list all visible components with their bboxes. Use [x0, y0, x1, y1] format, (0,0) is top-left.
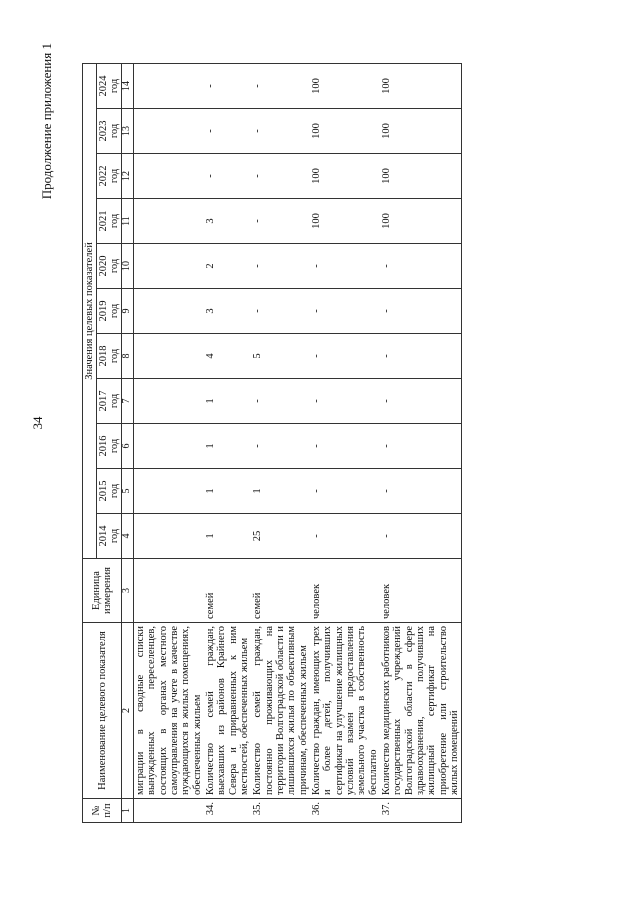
- header-year-unit: год: [109, 213, 121, 229]
- indicator-value: -: [380, 469, 462, 514]
- table-row: [310, 63, 380, 822]
- indicator-value: 5: [251, 334, 310, 379]
- indicator-value: [134, 289, 204, 334]
- header-year-7: [97, 199, 122, 244]
- indicator-value: 100: [380, 109, 462, 154]
- indicator-value: 100: [310, 154, 380, 199]
- indicator-value: -: [251, 109, 310, 154]
- row-number: [134, 799, 204, 823]
- indicator-value: [134, 244, 204, 289]
- header-year-value: 2019: [98, 300, 110, 322]
- table-body: [122, 63, 462, 822]
- indicator-value: -: [380, 334, 462, 379]
- header-year-unit: год: [109, 123, 121, 139]
- column-number: 3: [122, 559, 134, 623]
- header-year-value: 2018: [98, 345, 110, 367]
- indicator-value: -: [380, 424, 462, 469]
- header-year-value: 2020: [98, 255, 110, 277]
- indicator-value: [134, 109, 204, 154]
- indicator-value: 3: [204, 289, 251, 334]
- indicator-value: 1: [251, 469, 310, 514]
- indicator-value: 4: [204, 334, 251, 379]
- indicator-value: 100: [310, 109, 380, 154]
- header-year-unit: год: [109, 348, 121, 364]
- indicator-value: [134, 334, 204, 379]
- indicator-unit: человек: [380, 559, 462, 623]
- indicator-value: -: [310, 334, 380, 379]
- header-year-unit: год: [109, 393, 121, 409]
- indicator-value: -: [380, 244, 462, 289]
- header-year-6: [97, 244, 122, 289]
- column-number: 14: [122, 63, 134, 108]
- page-number: 34: [30, 416, 45, 430]
- indicator-value: -: [310, 379, 380, 424]
- continuation-note: Продолжение приложения 1: [39, 43, 54, 200]
- header-year-unit: год: [109, 483, 121, 499]
- indicator-value: [134, 154, 204, 199]
- column-number: 9: [122, 289, 134, 334]
- header-year-4: [97, 334, 122, 379]
- header-year-unit: год: [109, 168, 121, 184]
- header-year-unit: год: [109, 258, 121, 274]
- indicator-value: 1: [204, 424, 251, 469]
- indicator-value: -: [251, 379, 310, 424]
- header-name: Наименование целевого показателя: [83, 623, 122, 799]
- indicator-value: 2: [204, 244, 251, 289]
- header-year-value: 2022: [98, 165, 110, 187]
- row-number: 37.: [380, 799, 462, 823]
- indicator-value: -: [251, 154, 310, 199]
- header-year-value: 2016: [98, 435, 110, 457]
- row-number: 34.: [204, 799, 251, 823]
- indicator-value: 100: [380, 63, 462, 108]
- column-number: 11: [122, 199, 134, 244]
- indicator-unit: семей: [251, 559, 310, 623]
- indicator-value: 100: [310, 199, 380, 244]
- header-year-5: [97, 289, 122, 334]
- row-number: 35.: [251, 799, 310, 823]
- column-numbers-row: [122, 63, 134, 822]
- indicator-value: [134, 379, 204, 424]
- header-values-group: Значения целевых показателей: [83, 63, 97, 558]
- column-number: 10: [122, 244, 134, 289]
- rotated-page: [30, 23, 582, 823]
- indicator-value: -: [310, 514, 380, 559]
- indicator-name: Количество семей граждан, выехавших из районов Крайнего Севера и приравненных к ним местностей, обеспеченных жильем: [204, 623, 251, 799]
- header-year-value: 2023: [98, 120, 110, 142]
- indicator-value: 100: [310, 63, 380, 108]
- header-year-3: [97, 379, 122, 424]
- column-number: 13: [122, 109, 134, 154]
- indicator-name: миграции в сводные списки вынужденных переселенцев, состоящих в органах местного самоуправления на учете в качестве нуждающихся в жилых помещениях, обеспеченных жильем: [134, 623, 204, 799]
- table-row: [380, 63, 462, 822]
- indicator-value: -: [380, 289, 462, 334]
- indicator-value: [134, 424, 204, 469]
- header-year-8: [97, 154, 122, 199]
- indicator-value: 100: [380, 199, 462, 244]
- header-year-10: [97, 63, 122, 108]
- indicator-name: Количество медицинских работников государственных учреждений Волгоградской области в сфере здравоохранения, получивших жилищный сертификат на приобретение или строительство жилых помещений: [380, 623, 462, 799]
- row-number: 36.: [310, 799, 380, 823]
- header-year-unit: год: [109, 528, 121, 544]
- indicator-value: [134, 469, 204, 514]
- table-row: [251, 63, 310, 822]
- indicators-table: [82, 63, 462, 823]
- indicator-value: -: [204, 63, 251, 108]
- indicator-value: -: [310, 469, 380, 514]
- header-year-unit: год: [109, 78, 121, 94]
- indicator-value: [134, 63, 204, 108]
- header-year-unit: год: [109, 438, 121, 454]
- header-unit: Единица измерения: [83, 559, 122, 623]
- table-row: [134, 63, 204, 822]
- header-year-value: 2015: [98, 480, 110, 502]
- indicator-value: 100: [380, 154, 462, 199]
- indicator-value: -: [251, 63, 310, 108]
- indicator-value: -: [251, 199, 310, 244]
- indicator-value: -: [380, 379, 462, 424]
- indicator-unit: [134, 559, 204, 623]
- indicator-name: Количество семей граждан, постоянно проживающих на территории Волгоградской области и лишившихся жилья по объективным причинам, обеспеченных жильем: [251, 623, 310, 799]
- header-year-value: 2017: [98, 390, 110, 412]
- indicator-value: -: [251, 244, 310, 289]
- indicator-unit: человек: [310, 559, 380, 623]
- header-year-unit: год: [109, 303, 121, 319]
- column-number: 8: [122, 334, 134, 379]
- header-year-value: 2021: [98, 210, 110, 232]
- indicator-value: -: [380, 514, 462, 559]
- header-np: № п/п: [83, 799, 122, 823]
- header-year-9: [97, 109, 122, 154]
- indicator-value: -: [251, 424, 310, 469]
- indicator-unit: семей: [204, 559, 251, 623]
- indicator-value: 1: [204, 379, 251, 424]
- header-year-value: 2024: [98, 75, 110, 97]
- column-number: 2: [122, 623, 134, 799]
- indicator-value: 1: [204, 514, 251, 559]
- indicator-value: 1: [204, 469, 251, 514]
- indicator-value: -: [310, 289, 380, 334]
- indicator-value: [134, 514, 204, 559]
- indicator-name: Количество граждан, имеющих трех и более детей, получивших сертификат на улучшение жилищных условий взамен предоставления земельного участка в собственность бесплатно: [310, 623, 380, 799]
- header-year-1: [97, 469, 122, 514]
- column-number: 6: [122, 424, 134, 469]
- indicator-value: -: [310, 244, 380, 289]
- column-number: 12: [122, 154, 134, 199]
- indicator-value: 25: [251, 514, 310, 559]
- indicator-value: [134, 199, 204, 244]
- header-year-value: 2014: [98, 525, 110, 547]
- indicator-value: -: [204, 154, 251, 199]
- header-year-2: [97, 424, 122, 469]
- column-number: 4: [122, 514, 134, 559]
- indicator-value: -: [251, 289, 310, 334]
- indicator-value: -: [310, 424, 380, 469]
- column-number: 1: [122, 799, 134, 823]
- table-row: [204, 63, 251, 822]
- header-year-0: [97, 514, 122, 559]
- column-number: 7: [122, 379, 134, 424]
- column-number: 5: [122, 469, 134, 514]
- indicator-value: -: [204, 109, 251, 154]
- indicator-value: 3: [204, 199, 251, 244]
